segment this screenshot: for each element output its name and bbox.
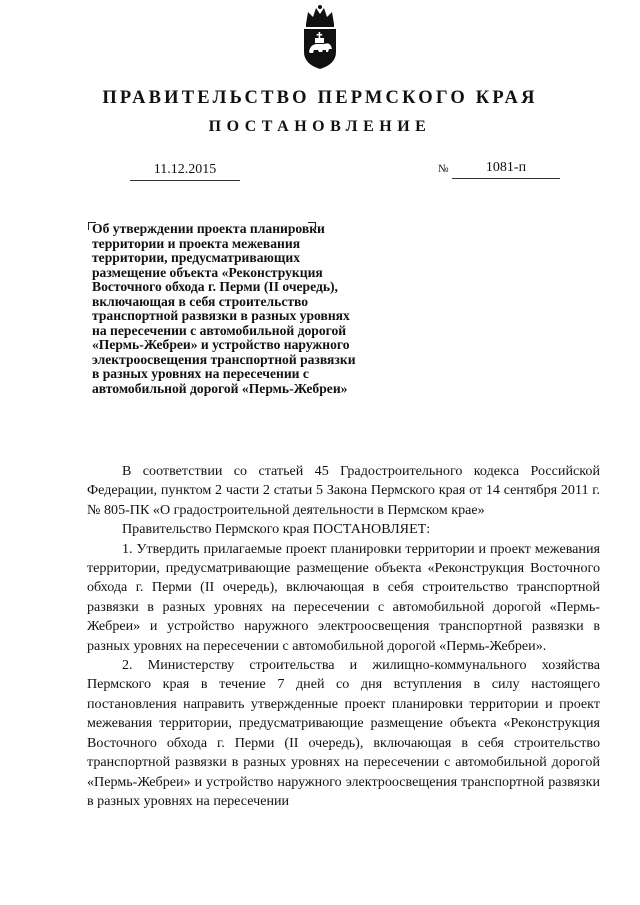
document-date: 11.12.2015: [130, 160, 240, 181]
clause-1-paragraph: 1. Утвердить прилагаемые проект планировки территории и проект межевания территории, предусматривающие размещение объекта «Реконструкция Восточного обхода г. Перми (II очередь), включающая в себя строительство транспортной развязки в разных уровнях на пересечении с автомобильной дорогой «Пермь-Жебреи» и устройство наружного электроосвещения транспортной развязки в разных уровнях на пересечении с автомобильной дорогой «Пермь-Жебреи».: [87, 540, 600, 654]
preamble-paragraph: В соответствии со статьей 45 Градостроительного кодекса Российской Федерации, пунктом 2 части 2 статьи 5 Закона Пермского края от 14 сентября 2011 г. № 805-ПК «О градостроительной деятельности в Пермском крае»: [87, 463, 600, 518]
document-number: 1081-п: [452, 158, 560, 179]
organization-title: ПРАВИТЕЛЬСТВО ПЕРМСКОГО КРАЯ: [102, 88, 538, 108]
document-type-title: ПОСТАНОВЛЕНИЕ: [208, 118, 432, 135]
number-sign: №: [438, 163, 449, 175]
clause-2-paragraph: 2. Министерству строительства и жилищно-коммунального хозяйства Пермского края в течение 7 дней со дня вступления в силу настоящего постановления направить утвержденные проект планировки территории и проект межевания территории, предусматривающие размещение объекта «Реконструкция Восточного обхода г. Перми (II очередь), включающая в себя строительство транспортной развязки в разных уровнях на пересечении с автомобильной дорогой «Пермь-Жебреи» и устройство наружного электроосвещения транспортной развязки в разных уровнях на пересечении: [87, 657, 600, 809]
resolution-paragraph: Правительство Пермского края ПОСТАНОВЛЯЕТ:: [122, 521, 431, 538]
document-subject: Об утверждении проекта планировки территории и проекта межевания территории, предусматривающих размещение объекта «Реконструкция Восточного обхода г. Перми (II очередь), включающая в себя строительство транспортной развязки в разных уровнях на пересечении с автомобильной дорогой «Пермь-Жебреи» и устройство наружного электроосвещения транспортной развязки в разных уровнях на пересечении с автомобильной дорогой «Пермь-Жебреи»: [92, 221, 356, 396]
document-body: [87, 462, 600, 811]
coat-of-arms-icon: [298, 4, 342, 70]
